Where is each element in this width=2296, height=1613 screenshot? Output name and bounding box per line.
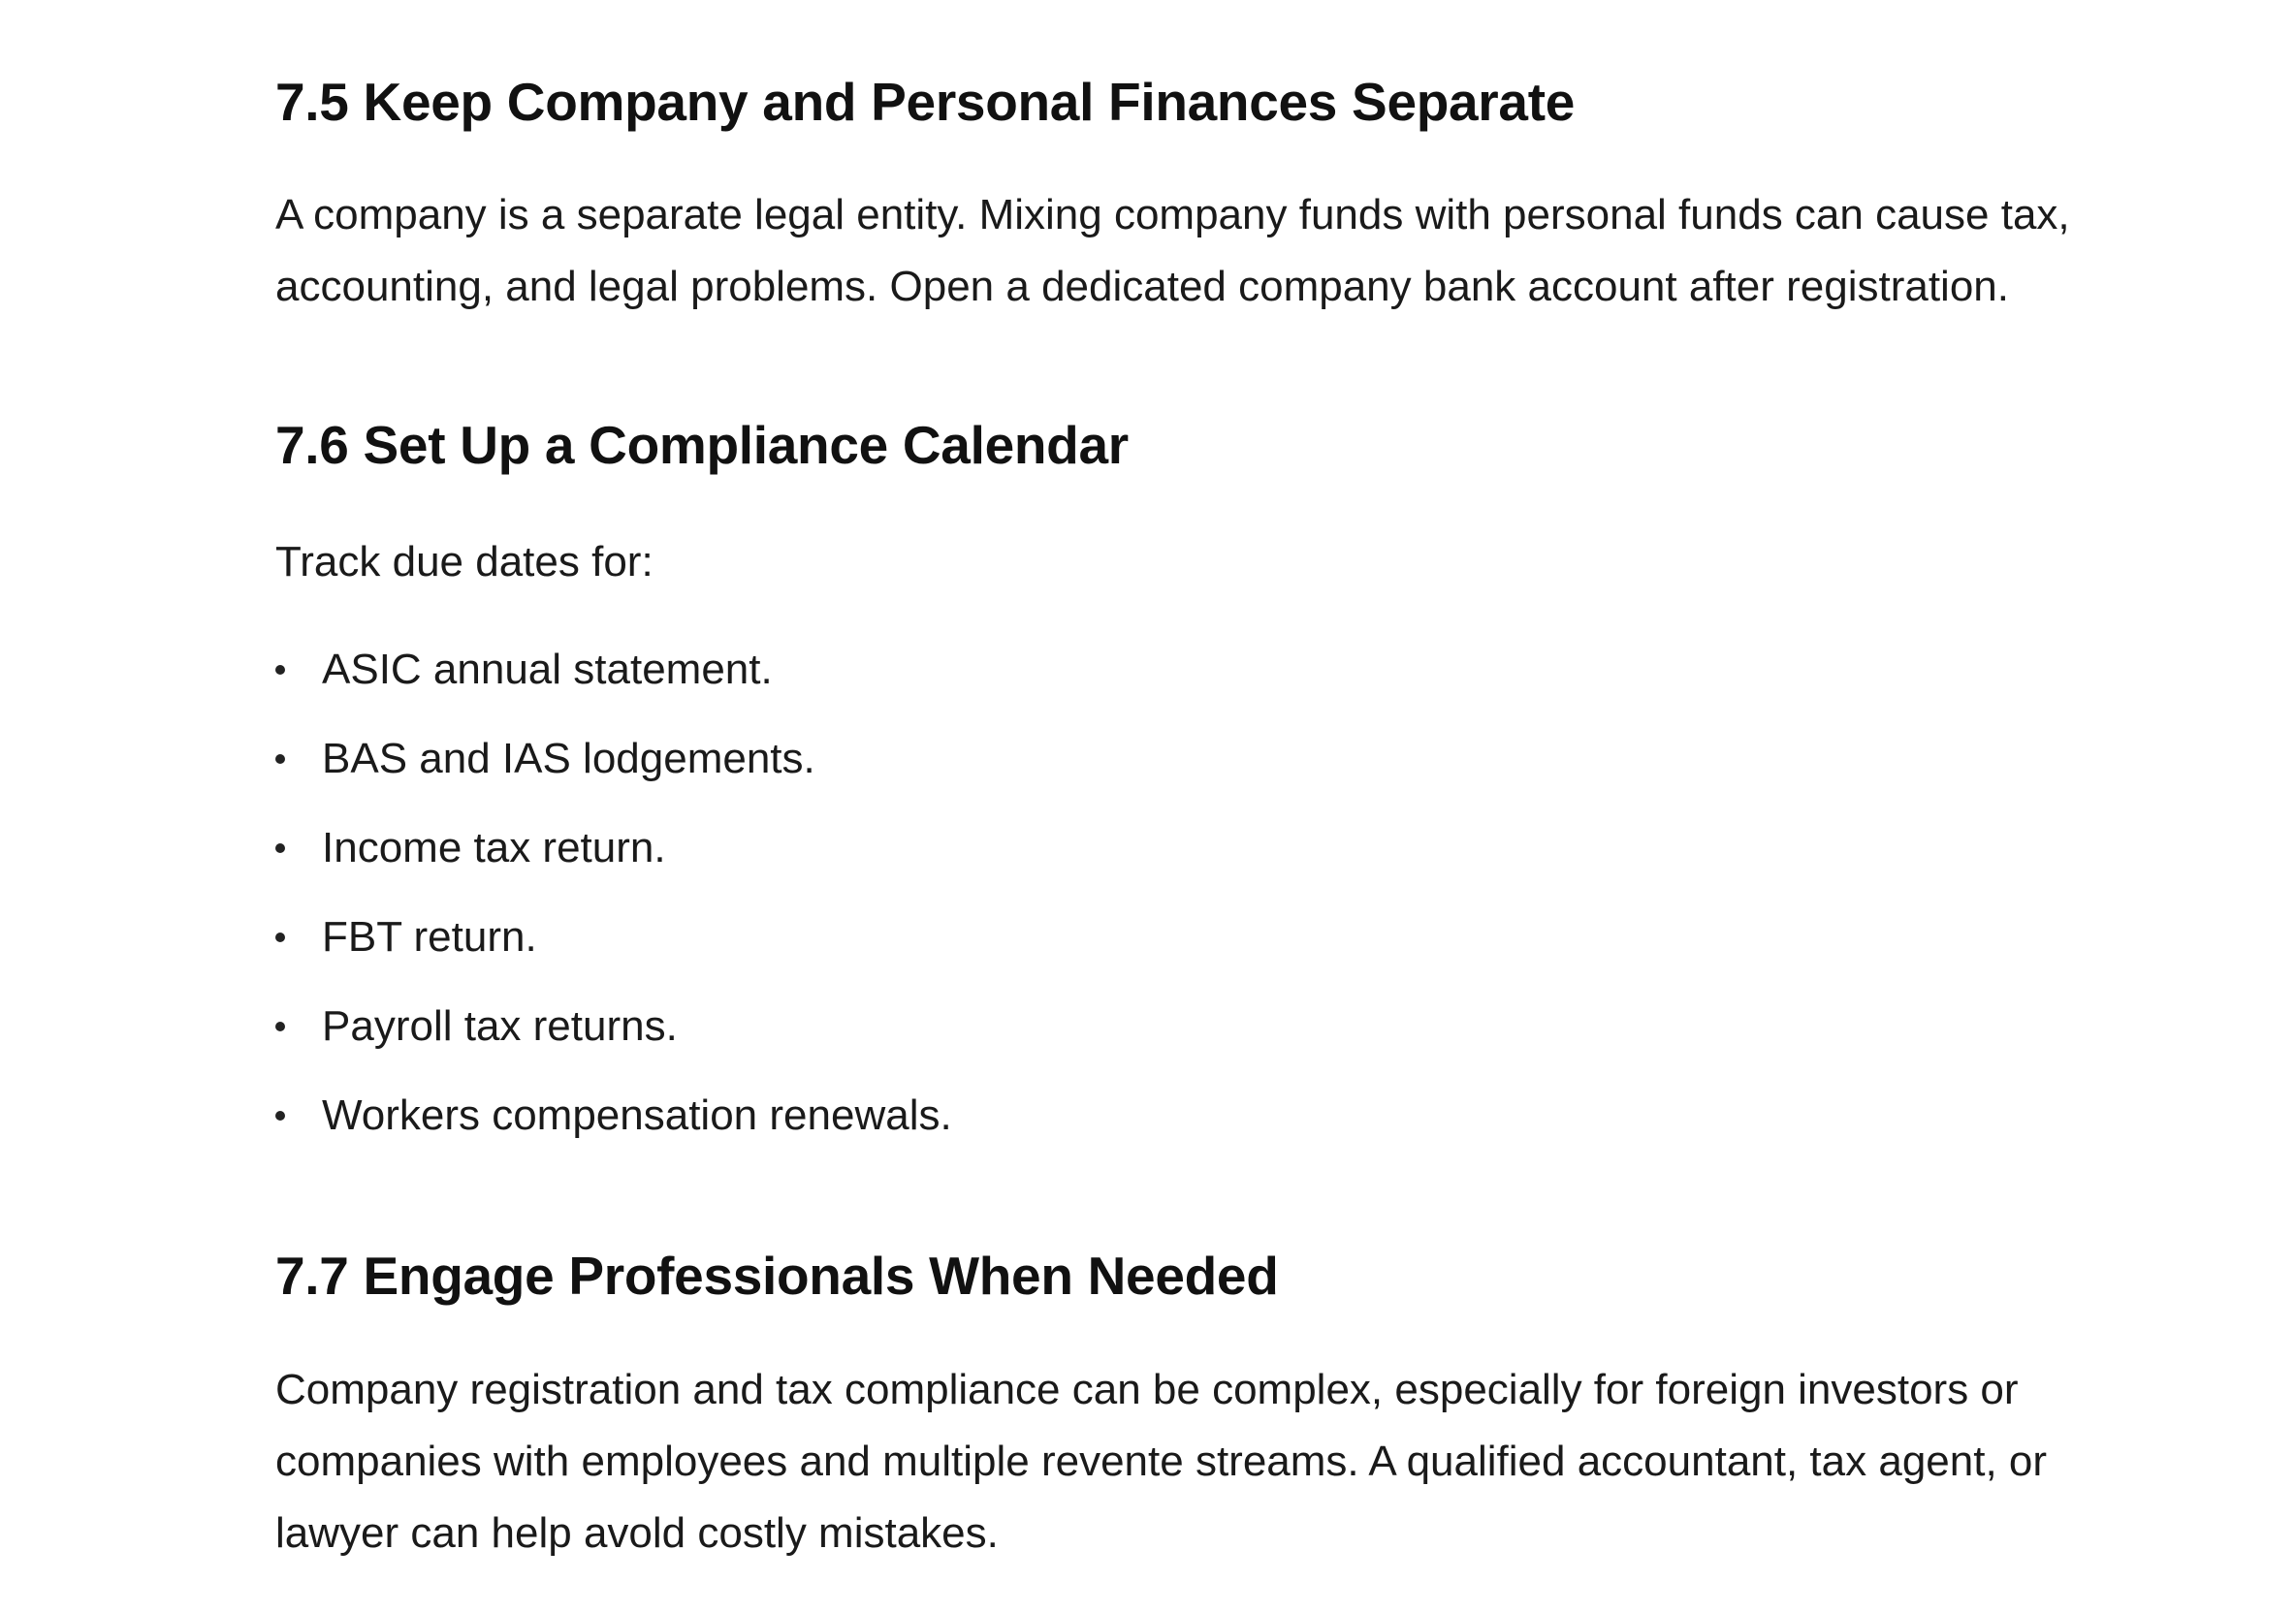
list-item [275, 1087, 952, 1145]
list-item [275, 997, 952, 1056]
section-heading-7-5: 7.5 Keep Company and Personal Finances Separate [275, 72, 1576, 132]
bullet-icon [275, 843, 285, 853]
list-item-text: Income tax return. [322, 824, 666, 871]
list-item-text: Payroll tax returns. [322, 1002, 678, 1050]
list-item-text: FBT return. [322, 913, 537, 961]
list-item-text: Workers compensation renewals. [322, 1091, 952, 1139]
list-item [275, 908, 952, 966]
bullet-icon [275, 1022, 285, 1031]
section-paragraph-7-7: Company registration and tax compliance can be complex, especially for foreign investors or companies with employees and multiple revente streams. A qualified accountant, tax agent, or lawyer can help avold costly mistakes. [275, 1366, 2048, 1557]
section-paragraph-7-5: A company is a separate legal entity. Mixing company funds with personal funds can cause tax, accounting, and legal problems. Open a dedicated company bank account after registration. [275, 191, 2070, 310]
bullet-icon [275, 665, 285, 675]
list-item [275, 819, 952, 877]
section-intro-7-6: Track due dates for: [275, 538, 654, 585]
section-heading-7-7: 7.7 Engage Professionals When Needed [275, 1246, 1279, 1306]
bullet-icon [275, 933, 285, 942]
list-item [275, 730, 952, 788]
list-item-text: ASIC annual statement. [322, 646, 773, 693]
section-heading-7-6: 7.6 Set Up a Compliance Calendar [275, 415, 1129, 475]
list-item-text: BAS and IAS lodgements. [322, 735, 815, 782]
bullet-icon [275, 754, 285, 764]
compliance-due-dates-list [275, 641, 952, 1176]
list-item [275, 641, 952, 699]
bullet-icon [275, 1111, 285, 1121]
